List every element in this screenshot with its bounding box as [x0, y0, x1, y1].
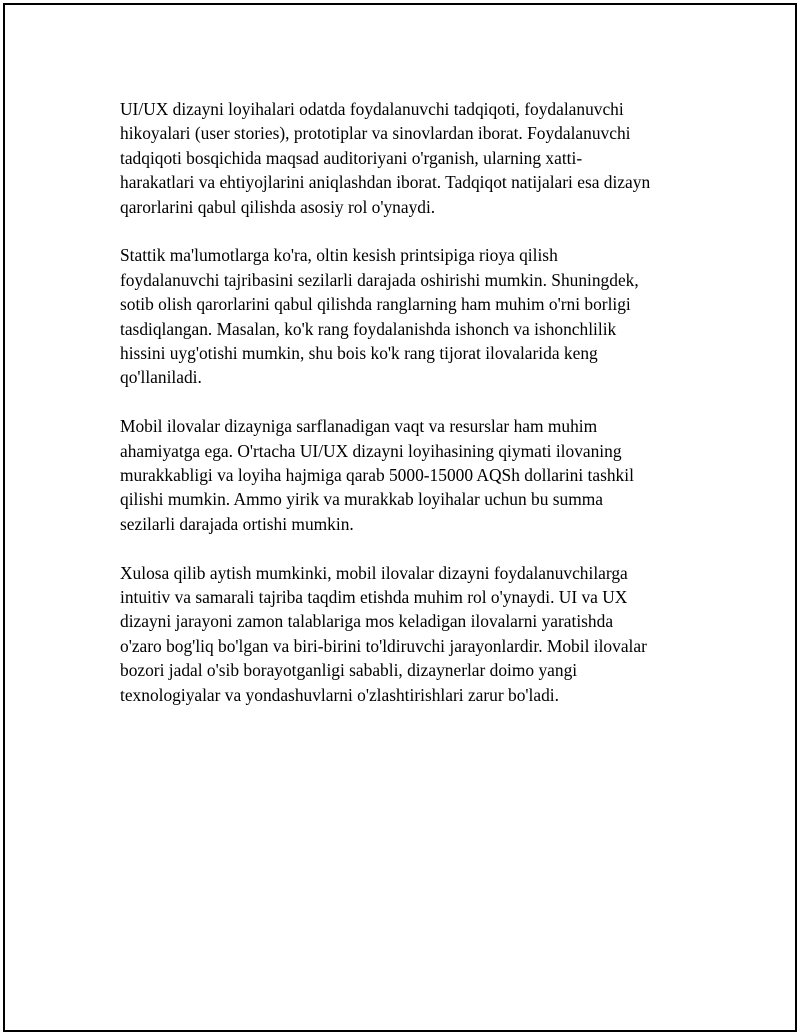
text-line: bozori jadal o'sib borayotganligi sababli, dizaynerlar doimo yangi	[120, 660, 578, 681]
text-line: Stattik ma'lumotlarga ko'ra, oltin kesish printsipiga rioya qilish	[120, 245, 558, 266]
paragraph-ui-ux-research	[120, 97, 700, 219]
text-line: hikoyalari (user stories), prototiplar va sinovlardan iborat. Foydalanuvchi	[120, 123, 631, 144]
document-body	[120, 97, 700, 732]
text-line: murakkabligi va loyiha hajmiga qarab 5000-15000 AQSh dollarini tashkil	[120, 465, 634, 486]
text-line: tadqiqoti bosqichida maqsad auditoriyani o'rganish, ularning xatti-	[120, 147, 583, 168]
text-line: qilishi mumkin. Ammo yirik va murakkab loyihalar uchun bu summa	[120, 489, 604, 510]
text-line: UI/UX dizayni loyihalari odatda foydalanuvchi tadqiqoti, foydalanuvchi	[120, 99, 624, 119]
text-line: intuitiv va samarali tajriba taqdim etishda muhim rol o'ynaydi. UI va UX	[120, 587, 628, 608]
document-page	[3, 3, 797, 1032]
text-line: foydalanuvchi tajribasini sezilarli darajada oshirishi mumkin. Shuningdek,	[120, 269, 639, 290]
text-line: sotib olish qarorlarini qabul qilishda ranglarning ham muhim o'rni borligi	[120, 294, 631, 315]
text-line: harakatlari va ehtiyojlarini aniqlashdan iborat. Tadqiqot natijalari esa dizayn	[120, 172, 651, 193]
text-line: tasdiqlangan. Masalan, ko'k rang foydalanishda ishonch va ishonchlilik	[120, 318, 617, 339]
text-line: hissini uyg'otishi mumkin, shu bois ko'k rang tijorat ilovalarida keng	[120, 343, 598, 364]
text-line: dizayni jarayoni zamon talablariga mos keladigan ilovalarni yaratishda	[120, 611, 614, 632]
paragraph-conclusion	[120, 561, 700, 707]
text-line: o'zaro bog'liq bo'lgan va biri-birini to'ldiruvchi jarayonlardir. Mobil ilovalar	[120, 635, 647, 656]
text-line: Xulosa qilib aytish mumkinki, mobil ilovalar dizayni foydalanuvchilarga	[120, 562, 628, 583]
text-line: Mobil ilovalar dizayniga sarflanadigan vaqt va resurslar ham muhim	[120, 416, 598, 437]
text-line: qo'llaniladi.	[120, 367, 202, 388]
paragraph-time-and-cost	[120, 414, 700, 536]
text-line: sezilarli darajada ortishi mumkin.	[120, 513, 354, 534]
paragraph-golden-ratio-colors	[120, 243, 700, 389]
text-line: qarorlarini qabul qilishda asosiy rol o'ynaydi.	[120, 196, 436, 217]
text-line: texnologiyalar va yondashuvlarni o'zlashtirishlari zarur bo'ladi.	[120, 684, 559, 705]
text-line: ahamiyatga ega. O'rtacha UI/UX dizayni loyihasining qiymati ilovaning	[120, 440, 622, 461]
